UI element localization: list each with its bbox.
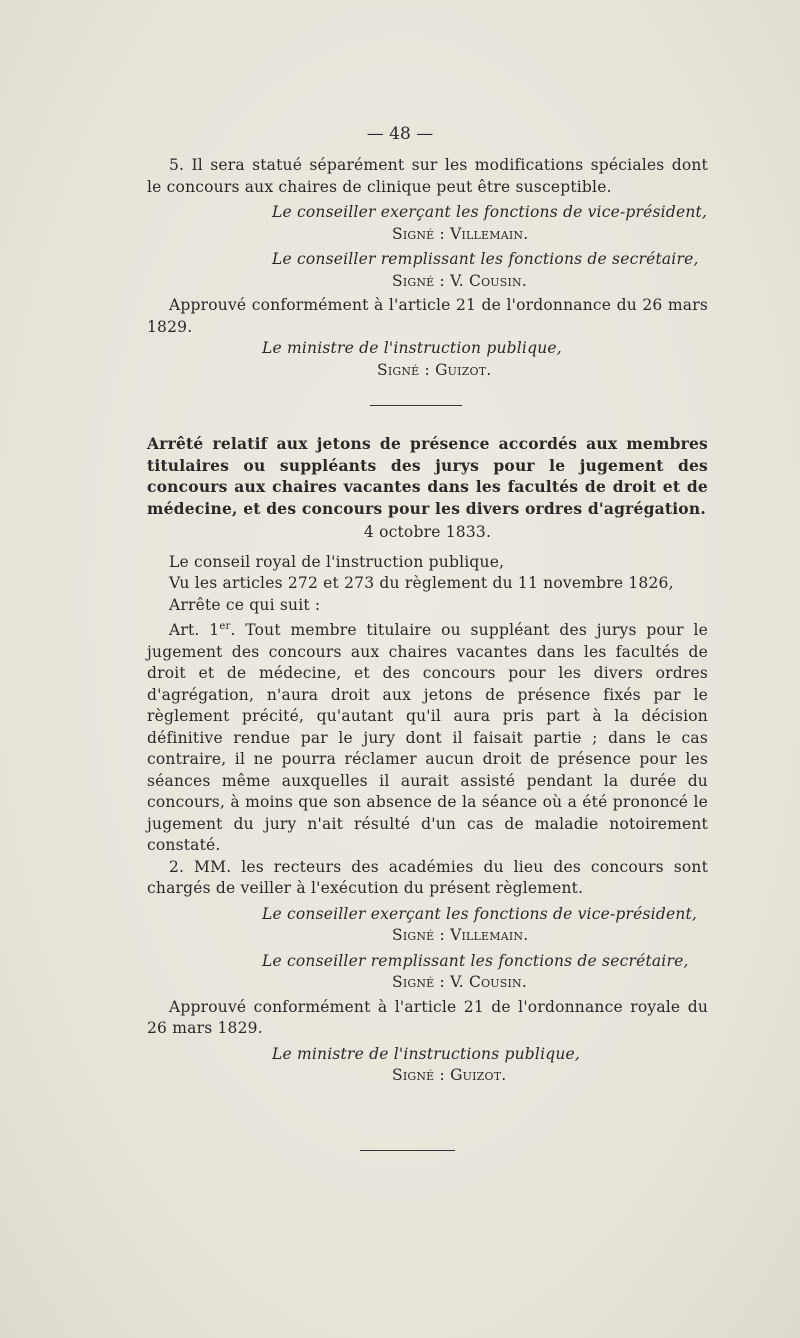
arrete-title: Arrêté relatif aux jetons de présence accordés aux membres titulaires ou suppléants des jurys pour le jugement des concours aux chaires vacantes dans les facultés de droit et de médecine, et des concours pour les divers ordres d'agrégation.: [147, 434, 708, 518]
closing-divider: [360, 1150, 455, 1151]
article-1-text: . Tout membre titulaire ou suppléant des jurys pour le jugement des concours aux chaires vacantes dans les facultés de droit et de médecine, et des concours pour les divers ordres d'agrégation, n'aura droit aux jetons de présence fixés par le règlement précité, qu'autant qu'il aura pris part à la décision définitive rendue par le jury dont il faisait partie ; dans le cas contraire, il ne pourra réclamer aucun droit de présence pour les séances même auxquelles il aurait assisté pendant la durée du concours, à moins que son absence de la séance où a été prononcé le jugement du jury n'ait résulté d'un cas de maladie notoirement constaté.: [147, 621, 708, 855]
article-1-label: Art. 1: [169, 621, 220, 640]
arrete-secretary-title: Le conseiller remplissant les fonctions de secrétaire,: [262, 951, 689, 970]
section-divider: [370, 405, 462, 406]
approval-line: Approuvé conformément à l'article 21 de l'ordonnance du 26 mars 1829.: [147, 296, 708, 336]
arrete-vice-president-signature: Signé : Villemain.: [392, 926, 529, 945]
arrete-line: Arrête ce qui suit :: [169, 595, 321, 614]
arrete-approval-line: Approuvé conformément à l'article 21 de l'ordonnance royale du 26 mars 1829.: [147, 997, 708, 1038]
vice-president-title: Le conseiller exerçant les fonctions de vice-président,: [272, 203, 708, 221]
articles-line: Vu les articles 272 et 273 du règlement du 11 novembre 1826,: [169, 574, 674, 592]
page-number: — 48 —: [366, 124, 434, 144]
minister-signature: Signé : Guizot.: [377, 360, 492, 379]
vice-president-signature: Signé : Villemain.: [392, 224, 529, 243]
arrete-block: [147, 433, 708, 1087]
paragraph-5: 5. Il sera statué séparément sur les modifications spéciales dont le concours aux chaires de clinique peut être susceptible.: [147, 156, 708, 196]
arrete-date: 4 octobre 1833.: [363, 523, 492, 541]
arrete-minister-title: Le ministre de l'instructions publique,: [272, 1044, 581, 1063]
article-2: 2. MM. les recteurs des académies du lieu des concours sont chargés de veiller à l'exécution du présent règlement.: [147, 857, 708, 898]
arrete-minister-signature: Signé : Guizot.: [392, 1066, 507, 1085]
first-decree-block: [147, 155, 708, 381]
arrete-secretary-signature: Signé : V. Cousin.: [392, 973, 528, 992]
article-1: [147, 616, 708, 857]
council-line: Le conseil royal de l'instruction publique,: [169, 552, 505, 571]
secretary-signature: Signé : V. Cousin.: [392, 271, 528, 290]
minister-title: Le ministre de l'instruction publique,: [262, 339, 562, 357]
article-1-sup: er: [219, 621, 231, 632]
secretary-title: Le conseiller remplissant les fonctions de secrétaire,: [272, 250, 699, 268]
arrete-vice-president-title: Le conseiller exerçant les fonctions de vice-président,: [262, 904, 698, 923]
